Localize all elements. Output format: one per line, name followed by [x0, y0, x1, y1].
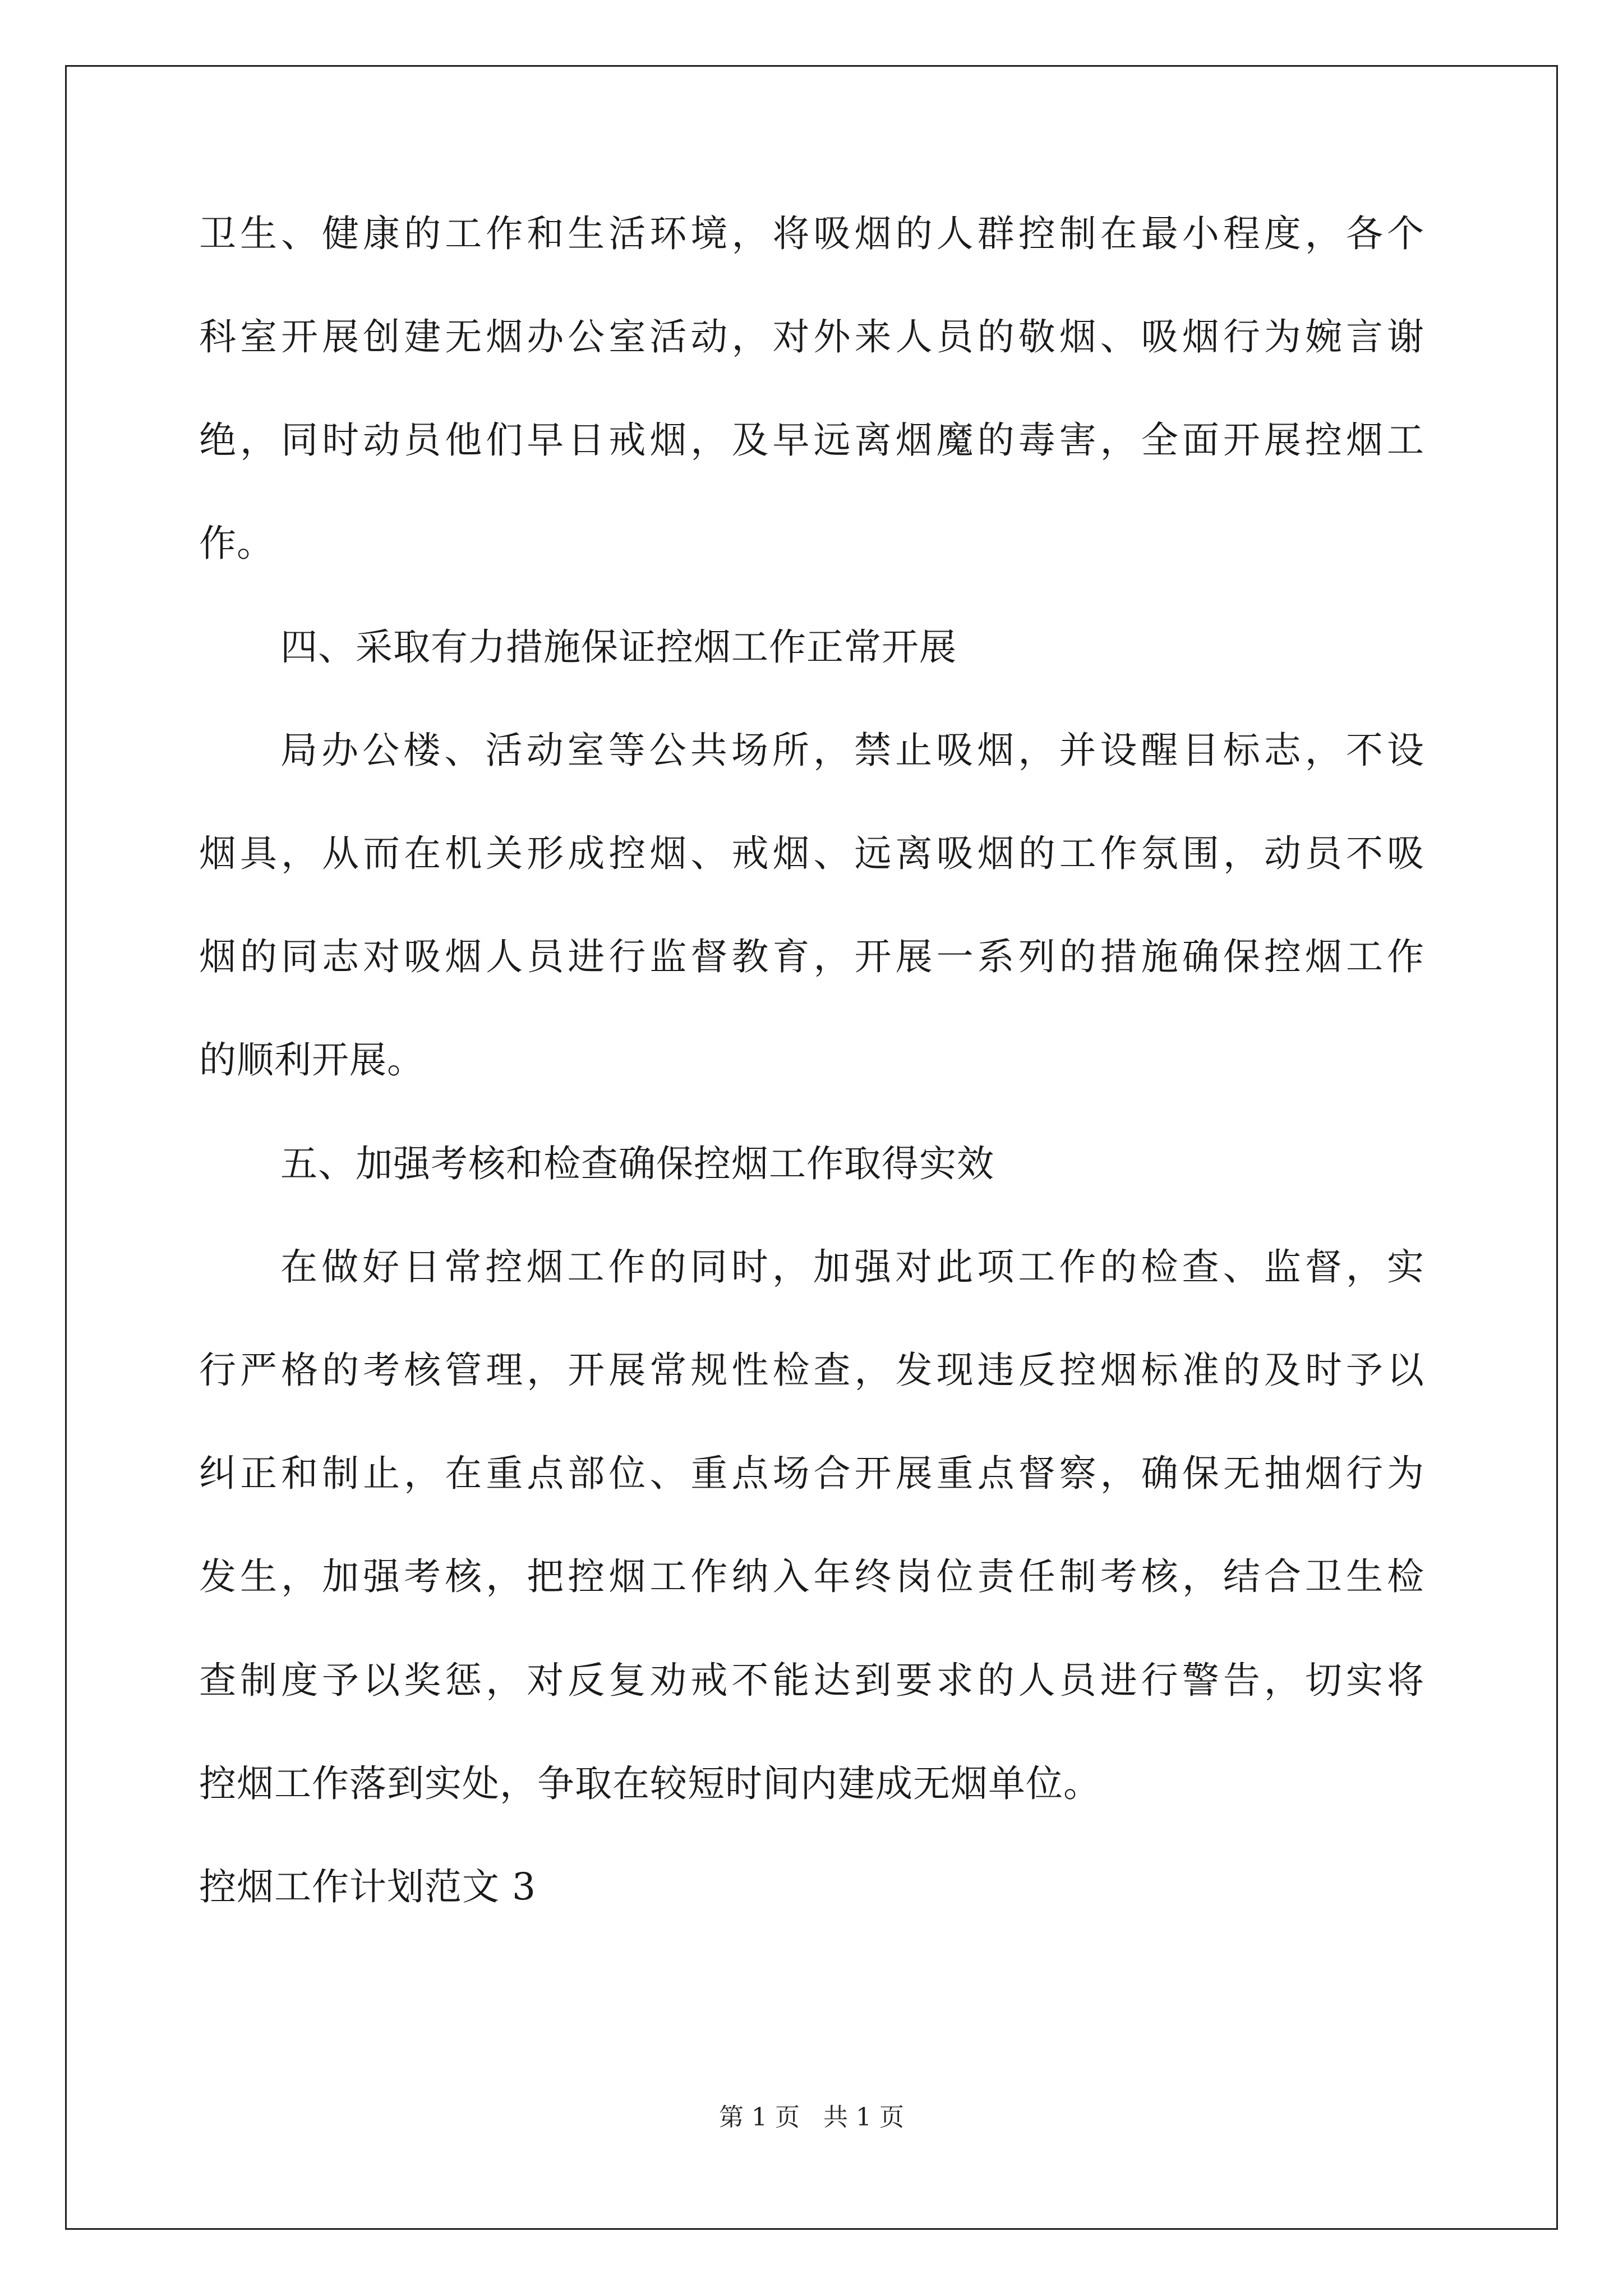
paragraph-line: 绝，同时动员他们早日戒烟，及早远离烟魔的毒害，全面开展控烟工: [199, 418, 1424, 462]
paragraph-line: 科室开展创建无烟办公室活动，对外来人员的敬烟、吸烟行为婉言谢: [199, 315, 1424, 358]
paragraph-line: 行严格的考核管理，开展常规性检查，发现违反控烟标准的及时予以: [199, 1349, 1424, 1392]
paragraph-line: 烟的同志对吸烟人员进行监督教育，开展一系列的措施确保控烟工作: [199, 935, 1424, 978]
paragraph-line: 纠正和制止，在重点部位、重点场合开展重点督察，确保无抽烟行为: [199, 1452, 1424, 1495]
section-heading-5: 五、加强考核和检查确保控烟工作取得实效: [280, 1142, 994, 1185]
paragraph-line: 的顺利开展。: [199, 1038, 425, 1082]
section-heading-4: 四、采取有力措施保证控烟工作正常开展: [280, 625, 957, 669]
paragraph-line: 局办公楼、活动室等公共场所，禁止吸烟，并设醒目标志，不设: [280, 729, 1424, 772]
document-subtitle: 控烟工作计划范文 3: [199, 1865, 536, 1908]
paragraph-line: 控烟工作落到实处，争取在较短时间内建成无烟单位。: [199, 1762, 1101, 1805]
paragraph-line: 卫生、健康的工作和生活环境，将吸烟的人群控制在最小程度，各个: [199, 212, 1424, 255]
paragraph-line: 查制度予以奖惩，对反复劝戒不能达到要求的人员进行警告，切实将: [199, 1659, 1424, 1702]
paragraph-line: 发生，加强考核，把控烟工作纳入年终岗位责任制考核，结合卫生检: [199, 1555, 1424, 1598]
page-footer: 第 1 页 共 1 页: [719, 2103, 904, 2132]
paragraph-line: 作。: [199, 522, 274, 565]
paragraph-line: 烟具，从而在机关形成控烟、戒烟、远离吸烟的工作氛围，动员不吸: [199, 832, 1424, 875]
paragraph-line: 在做好日常控烟工作的同时，加强对此项工作的检查、监督，实: [280, 1245, 1424, 1289]
